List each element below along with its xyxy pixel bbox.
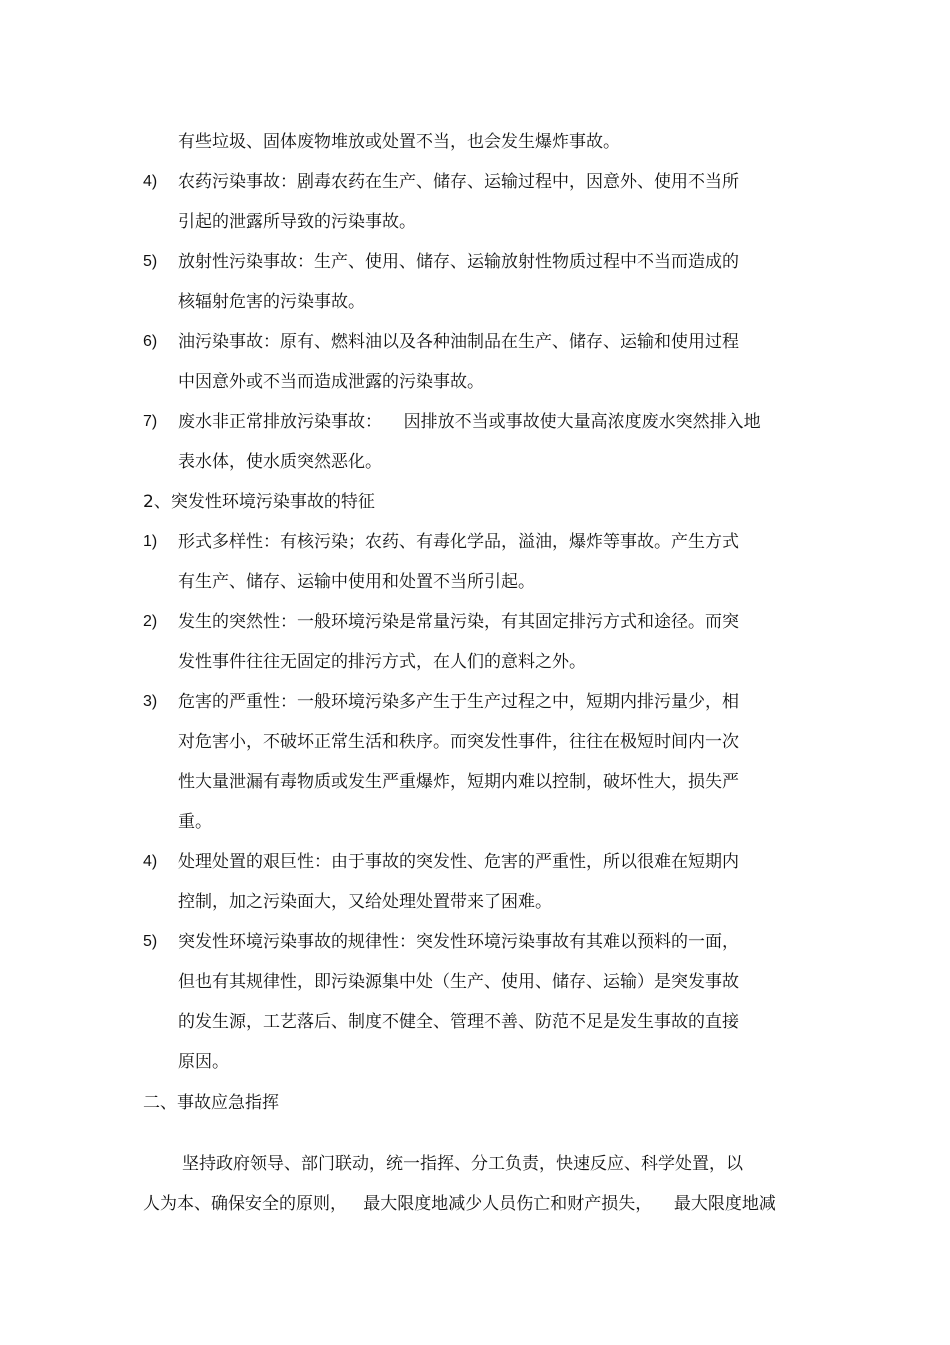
text-line: 对危害小，不破坏正常生活和秩序。而突发性事件，往往在极短时间内一次	[178, 732, 739, 752]
list-number: 1)	[143, 533, 158, 550]
text-line: 发性事件往往无固定的排污方式，在人们的意料之外。	[178, 652, 586, 672]
list-item-text: 危害的严重性：一般环境污染多产生于生产过程之中，短期内排污量少，相	[178, 692, 739, 712]
list-item-text: 突发性环境污染事故的规律性：突发性环境污染事故有其难以预料的一面，	[178, 932, 739, 952]
text-line: 表水体，使水质突然恶化。	[178, 452, 382, 472]
list-number: 7)	[143, 413, 158, 430]
text-line: 但也有其规律性，即污染源集中处（生产、使用、储存、运输）是突发事故	[178, 972, 739, 992]
section-heading: 二、事故应急指挥	[143, 1093, 279, 1113]
list-item-text: 油污染事故：原有、燃料油以及各种油制品在生产、储存、运输和使用过程	[178, 332, 739, 352]
text-line: 的发生源，工艺落后、制度不健全、管理不善、防范不足是发生事故的直接	[178, 1012, 739, 1032]
section-heading: 2、突发性环境污染事故的特征	[143, 492, 375, 512]
list-number: 4)	[143, 173, 158, 190]
text-line: 有些垃圾、固体废物堆放或处置不当，也会发生爆炸事故。	[178, 132, 620, 152]
list-item-text: 放射性污染事故：生产、使用、储存、运输放射性物质过程中不当而造成的	[178, 252, 739, 272]
text-line: 引起的泄露所导致的污染事故。	[178, 212, 416, 232]
text-line: 原因。	[178, 1052, 229, 1072]
text-line: 核辐射危害的污染事故。	[178, 292, 365, 312]
text-line: 性大量泄漏有毒物质或发生严重爆炸，短期内难以控制，破坏性大，损失严	[178, 772, 739, 792]
list-number: 3)	[143, 693, 158, 710]
list-item-text: 处理处置的艰巨性：由于事故的突发性、危害的严重性，所以很难在短期内	[178, 852, 739, 872]
list-item-text: 发生的突然性：一般环境污染是常量污染，有其固定排污方式和途径。而突	[178, 612, 739, 632]
paragraph-line: 人为本、确保安全的原则， 最大限度地减少人员伤亡和财产损失， 最大限度地减	[143, 1194, 776, 1214]
list-number: 5)	[143, 253, 158, 270]
list-item-text: 废水非正常排放污染事故： 因排放不当或事故使大量高浓度废水突然排入地	[178, 412, 761, 432]
list-number: 4)	[143, 853, 158, 870]
text-line: 控制，加之污染面大，又给处理处置带来了困难。	[178, 892, 552, 912]
list-item-text: 农药污染事故：剧毒农药在生产、储存、运输过程中，因意外、使用不当所	[178, 172, 739, 192]
list-number: 6)	[143, 333, 158, 350]
list-number: 5)	[143, 933, 158, 950]
list-item-text: 形式多样性：有核污染；农药、有毒化学品，溢油，爆炸等事故。产生方式	[178, 532, 739, 552]
text-line: 有生产、储存、运输中使用和处置不当所引起。	[178, 572, 535, 592]
paragraph-line: 坚持政府领导、部门联动，统一指挥、分工负责，快速反应、科学处置，以	[182, 1154, 743, 1174]
text-line: 中因意外或不当而造成泄露的污染事故。	[178, 372, 484, 392]
list-number: 2)	[143, 613, 158, 630]
text-line: 重。	[178, 812, 212, 832]
